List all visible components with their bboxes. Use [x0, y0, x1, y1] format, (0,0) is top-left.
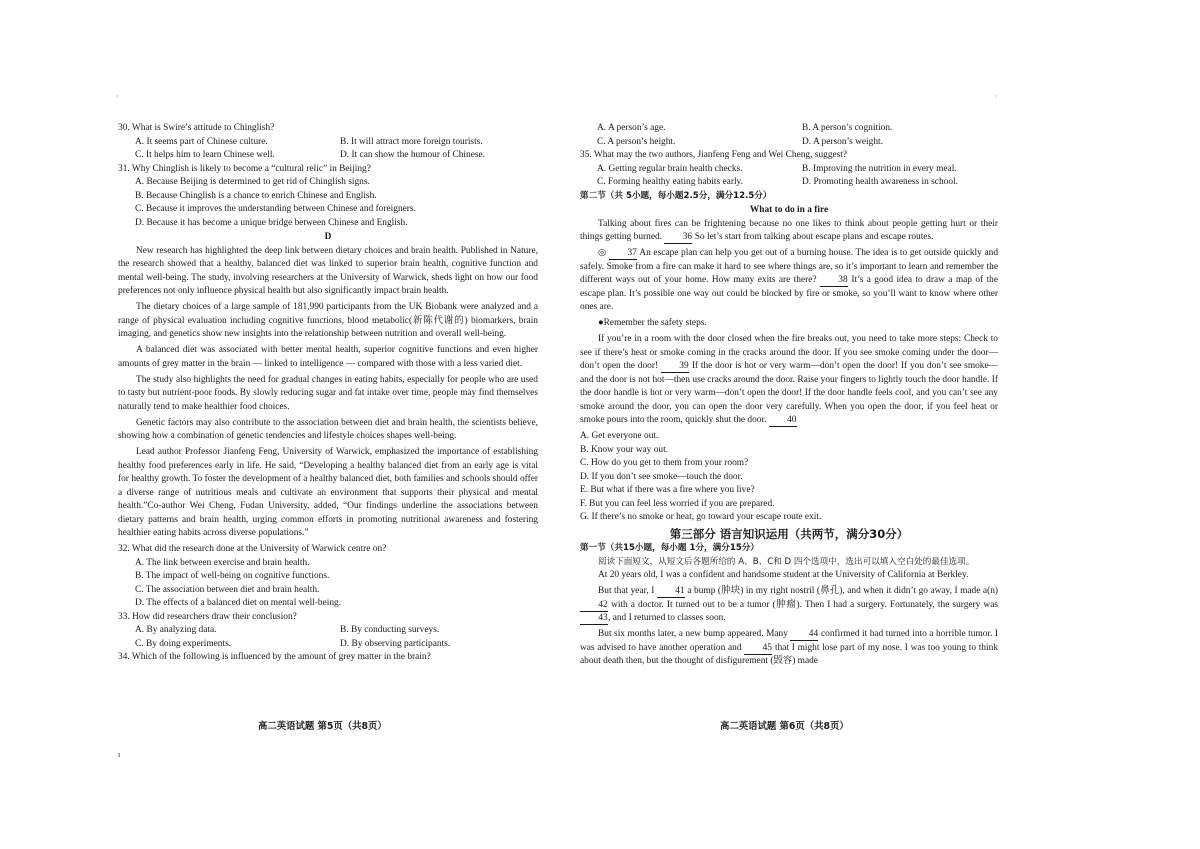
option: B. Improving the nutrition in every meal.	[802, 163, 957, 174]
section-2-header: 第二节（共 5小题，每小题2.5分，满分12.5分）	[580, 190, 772, 201]
option: D. Promoting health awareness in school.	[802, 177, 958, 187]
option: D. The effects of a balanced diet on mental well-being.	[135, 598, 342, 608]
option: A. It seems part of Chinese culture.	[135, 136, 268, 147]
choice: A. Get everyone out.	[580, 431, 659, 441]
scan-mark: ı	[118, 750, 121, 759]
option: A. A person’s age.	[597, 123, 666, 133]
question-34: 34. Which of the following is influenced by the amount of grey matter in the brain?	[118, 652, 431, 662]
passage-paragraph: If you’re in a room with the door closed when the fire breaks out, you need to take more steps: Check to see if there’s heat or smoke coming in the cracks around the door. If you see smoke coming under the door—don’t open the door! 39 If the door is hot or very warm—don’t open the door! If you don’t see smoke—and the door is not hot—then use cracks around the door. Raise your fingers to lightly touch the door handle. If the door handle is hot or very warm—don’t open the door! If the door handle feels cool, and you can’t see any smoke around the door, you can open the door very carefully. When you open the door, if you feel heat or smoke pours into the room, quickly shut the door. 40	[580, 334, 999, 425]
option: A. By analyzing data.	[135, 625, 217, 635]
instructions: 阅读下面短文，从短文后各题所给的 A、B、C和 D 四个选项中，选出可以填入空白处的最佳选项。	[598, 556, 975, 567]
option: A. Because Beijing is determined to get rid of Chinglish signs.	[135, 177, 370, 187]
section-d-title: D	[324, 232, 332, 242]
option: C. A person’s height.	[597, 136, 676, 147]
option: A. Getting regular brain health checks.	[597, 163, 743, 174]
scan-mark: ·	[116, 92, 119, 101]
passage-paragraph: The dietary choices of a large sample of 181,990 participants from the UK Biobank were analyzed and a range of physical evaluation including cognitive functions, blood metabolic(新陈代谢的) biomarkers, brain imaging, and genetics show new insights into the relationship between nutrition and overall well-being.	[118, 302, 538, 339]
option: C. Because it improves the understanding between Chinese and foreigners.	[135, 204, 416, 214]
section-1-header: 第一节（共15小题，每小题 1分，满分15分）	[580, 543, 759, 553]
option: C. The association between diet and brain health.	[135, 584, 320, 595]
option: B. The impact of well-being on cognitive functions.	[135, 571, 330, 581]
bullet-icon: ◎	[598, 248, 607, 258]
option: C. Forming healthy eating habits early.	[597, 177, 743, 187]
page-footer-5: 高二英语试题 第5页（共8页）	[258, 721, 387, 732]
blank-44: 44	[790, 629, 818, 641]
option: B. It will attract more foreign tourists.	[340, 136, 483, 147]
option: B. By conducting surveys.	[340, 625, 440, 635]
option: D. It can show the humour of Chinese.	[340, 150, 486, 160]
question-35-options	[580, 163, 998, 190]
question-33: 33. How did researchers draw their conclusion?	[118, 611, 297, 622]
option: D. Because it has become a unique bridge between Chinese and English.	[135, 217, 408, 228]
question-30: 30. What is Swire’s attitude to Chinglish?	[118, 123, 275, 133]
passage-paragraph: New research has highlighted the deep link between dietary choices and brain health. Published in Nature, the research showed that a healthy, balanced diet was linked to superior brain health, cognitive function and mental well-being. The study, involving researchers at the University of Warwick, sheds light on how our food preferences not only influence physical health but also significantly impact brain health.	[118, 245, 538, 296]
option: B. Because Chinglish is a chance to enrich Chinese and English.	[135, 190, 377, 201]
option: A. The link between exercise and brain health.	[135, 557, 310, 568]
left-page	[118, 122, 538, 665]
passage-paragraph: ◎ 37 An escape plan can help you get out of a burning house. The idea is to get outside quickly and safely. Smoke from a fire can make it hard to see where things are, so it’s important to learn and remember the different ways out of your home. How many exits are there? 38 It’s a good idea to draw a map of the escape plan. It’s possible one way out could be blocked by fire or smoke, so you’ll want to know where other ones are.	[580, 248, 999, 312]
part-3-heading: 第三部分 语言知识运用（共两节，满分30分）	[669, 526, 909, 541]
option: C. It helps him to learn Chinese well.	[135, 150, 275, 160]
choice: E. But what if there was a fire where you live?	[580, 485, 755, 495]
blank-41: 41	[657, 586, 685, 598]
choice: F. But you can feel less worried if you are prepared.	[580, 498, 775, 509]
choice: C. How do you get to them from your room?	[580, 458, 749, 468]
blank-43: 43	[580, 613, 608, 625]
question-32-options	[118, 557, 538, 611]
question-35: 35. What may the two authors, Jianfeng Feng and Wei Cheng, suggest?	[580, 150, 848, 160]
blank-38: 38	[820, 275, 848, 287]
option: D. A person’s weight.	[802, 136, 883, 147]
blank-39: 39	[661, 361, 689, 373]
passage-paragraph: Lead author Professor Jianfeng Feng, University of Warwick, emphasized the importance of establishing healthy food preferences early in life. He said, “Developing a healthy balanced diet from an early age is vital for healthy growth. To foster the development of a healthy balanced diet, both families and schools should offer a diverse range of nutritious meals and cultivate an environment that supports their physical and mental health.”Co-author Wei Cheng, Fudan University, added, “Our findings underline the associations between dietary patterns and brain health, urging common efforts in promoting nutritional awareness and fostering healthier eating habits across diverse populations.”	[118, 447, 538, 538]
choice: B. Know your way out.	[580, 444, 669, 455]
question-31-options	[118, 176, 538, 230]
option: D. By observing participants.	[340, 638, 451, 649]
page-footer-6: 高二英语试题 第6页（共8页）	[720, 721, 849, 732]
passage-paragraph: Talking about fires can be frightening because no one likes to think about people getting hurt or their things getting burned. 36 So let’s start from talking about escape plans and escape routes.	[580, 218, 998, 242]
cloze-paragraph: But that year, I 41 a bump (肿块) in my right nostril (鼻孔), and when it didn’t go away, I made a(n) 42 with a doctor. It turned out to be a tumor (肿瘤). Then I had a surgery. Fortunately, the surgery was 43, and I returned to classes soon.	[580, 585, 998, 626]
choice: D. If you don’t see smoke—touch the door.	[580, 471, 743, 482]
option: C. By doing experiments.	[135, 638, 232, 649]
passage-paragraph: The study also highlights the need for gradual changes in eating habits, especially for people who are used to tasty but nutrient-poor foods. By slowly reducing sugar and fat intake over time, people may find themselves naturally tend to make healthier food choices.	[118, 374, 538, 412]
passage-title: What to do in a fire	[749, 205, 829, 215]
blank-45: 45	[744, 643, 772, 655]
question-32: 32. What did the research done at the University of Warwick centre on?	[118, 544, 387, 554]
passage-paragraph: Genetic factors may also contribute to the association between diet and brain health, the scientists believe, showing how a combination of genetic tendencies and lifestyle choices shapes well-being.	[118, 417, 538, 441]
right-page	[580, 122, 998, 671]
blank-37: 37	[609, 248, 637, 260]
choice: G. If there’s no smoke or heat, go toward your escape route exit.	[580, 512, 822, 522]
passage-paragraph: A balanced diet was associated with better mental health, superior cognitive functions and even higher amounts of grey matter in the brain — linked to intelligence — compared with those with a less varied diet.	[118, 345, 538, 369]
blank-36: 36	[664, 232, 692, 244]
bullet-icon: ●	[598, 318, 604, 328]
scan-mark: ·	[995, 92, 998, 101]
choice-list	[580, 430, 998, 525]
question-34-options	[580, 122, 998, 149]
passage-paragraph: ●Remember the safety steps.	[598, 318, 707, 328]
question-30-options	[118, 136, 538, 163]
cloze-paragraph: But six months later, a new bump appeared. Many 44 confirmed it had turned into a horrible tumor. I was advised to have another operation and 45 that I might lose part of my nose. I was too young to think about death then, but the thought of disfigurement (毁容) made	[580, 629, 999, 666]
option: B. A person’s cognition.	[802, 123, 893, 133]
question-33-options	[118, 624, 538, 651]
blank-40: 40	[769, 415, 797, 427]
question-31: 31. Why Chinglish is likely to become a “cultural relic” in Beijing?	[118, 163, 371, 174]
blank-42: 42	[580, 600, 608, 612]
cloze-paragraph: At 20 years old, I was a confident and handsome student at the University of California at Berkley.	[598, 570, 969, 580]
